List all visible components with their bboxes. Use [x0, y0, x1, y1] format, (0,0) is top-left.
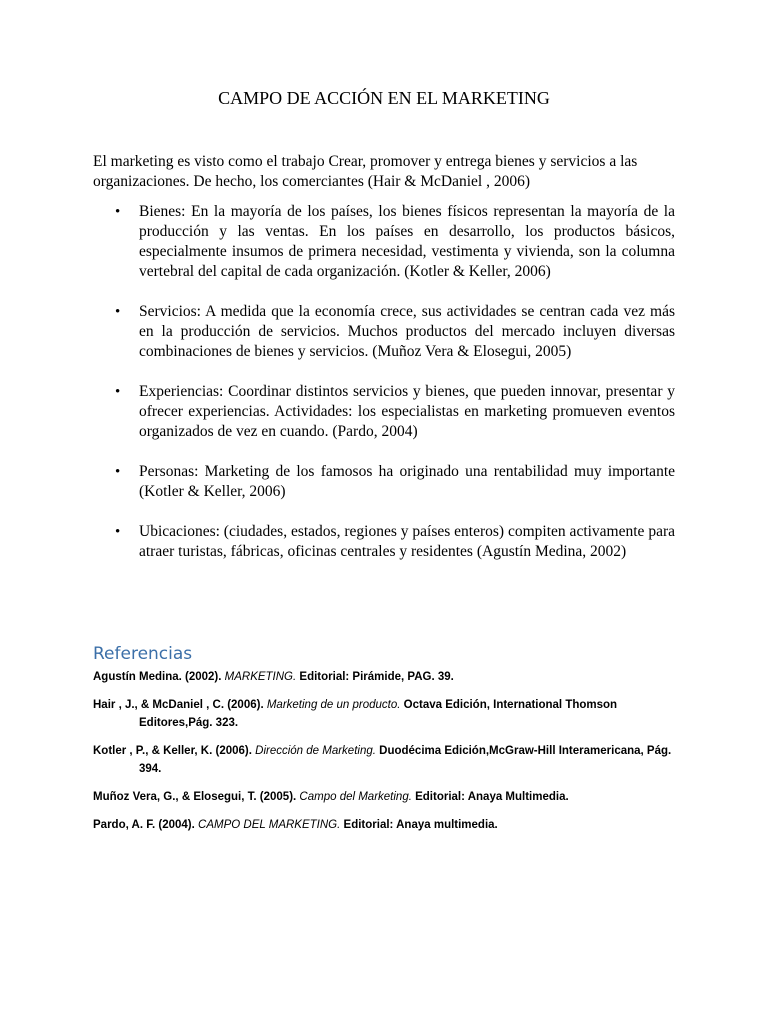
reference-author: Hair , J., & McDaniel , C. (2006).: [93, 699, 267, 711]
reference-title: Campo del Marketing.: [299, 791, 412, 803]
page-title: CAMPO DE ACCIÓN EN EL MARKETING: [218, 88, 550, 108]
reference-entry: [93, 668, 678, 686]
bullet-text: Servicios: A medida que la economía crece, sus actividades se centran cada vez más en la producción de servicios. Muchos productos del mercado incluyen diversas combinaciones de bienes y servicios. (Muñoz Vera & Elosegui, 2005): [139, 303, 675, 360]
references-list: [93, 668, 678, 844]
bullet-text: Ubicaciones: (ciudades, estados, regiones y países enteros) compiten activamente para atraer turistas, fábricas, oficinas centrales y residentes (Agustín Medina, 2002): [139, 523, 675, 560]
bullet-marker: •: [115, 304, 121, 320]
intro-paragraph: El marketing es visto como el trabajo Crear, promover y entrega bienes y servicios a las organizaciones. De hecho, los comerciantes (Hair & McDaniel , 2006): [93, 153, 638, 190]
reference-title: Marketing de un producto.: [266, 699, 401, 711]
bullet-item-servicios: [93, 302, 675, 362]
bullet-text: Personas: Marketing de los famosos ha originado una rentabilidad muy importante (Kotler & Keller, 2006): [139, 463, 675, 500]
reference-details: Editorial: Anaya multimedia.: [340, 819, 498, 831]
bullet-item-personas: [93, 462, 675, 502]
bullet-item-bienes: [93, 202, 675, 282]
bullet-marker: •: [115, 524, 121, 540]
reference-title: Dirección de Marketing.: [255, 745, 376, 757]
bullet-text: Experiencias: Coordinar distintos servicios y bienes, que pueden innovar, presentar y ofrecer experiencias. Actividades: los especialistas en marketing promueven eventos organizados de vez en cuando. (Pardo, 2004): [139, 383, 675, 440]
reference-details: Editorial: Anaya Multimedia.: [411, 791, 569, 803]
reference-details: Duodécima Edición,McGraw-Hill Interamericana, Pág. 394.: [139, 745, 672, 775]
bullet-item-experiencias: [93, 382, 675, 442]
reference-entry: [93, 788, 678, 806]
reference-details: Editorial: Pirámide, PAG. 39.: [296, 671, 454, 683]
bullet-list: [93, 202, 675, 582]
bullet-item-ubicaciones: [93, 522, 675, 562]
reference-entry: [93, 816, 678, 834]
bullet-marker: •: [115, 204, 121, 220]
reference-title: CAMPO DEL MARKETING.: [198, 819, 341, 831]
reference-entry: [93, 696, 678, 732]
reference-author: Pardo, A. F. (2004).: [93, 819, 199, 831]
reference-author: Muñoz Vera, G., & Elosegui, T. (2005).: [93, 791, 300, 803]
references-heading: Referencias: [93, 644, 193, 664]
reference-title: MARKETING.: [224, 671, 297, 683]
bullet-marker: •: [115, 384, 121, 400]
reference-details: Octava Edición, International Thomson Editores,Pág. 323.: [139, 699, 618, 729]
reference-entry: [93, 742, 678, 778]
reference-author: Kotler , P., & Keller, K. (2006).: [93, 745, 256, 757]
bullet-text: Bienes: En la mayoría de los países, los bienes físicos representan la mayoría de la producción y las ventas. En los países en desarrollo, los productos básicos, especialmente insumos de primera necesidad, vestimenta y vivienda, son la columna vertebral del capital de cada organización. (Kotler & Keller, 2006): [139, 203, 675, 280]
reference-author: Agustín Medina. (2002).: [93, 671, 225, 683]
bullet-marker: •: [115, 464, 121, 480]
